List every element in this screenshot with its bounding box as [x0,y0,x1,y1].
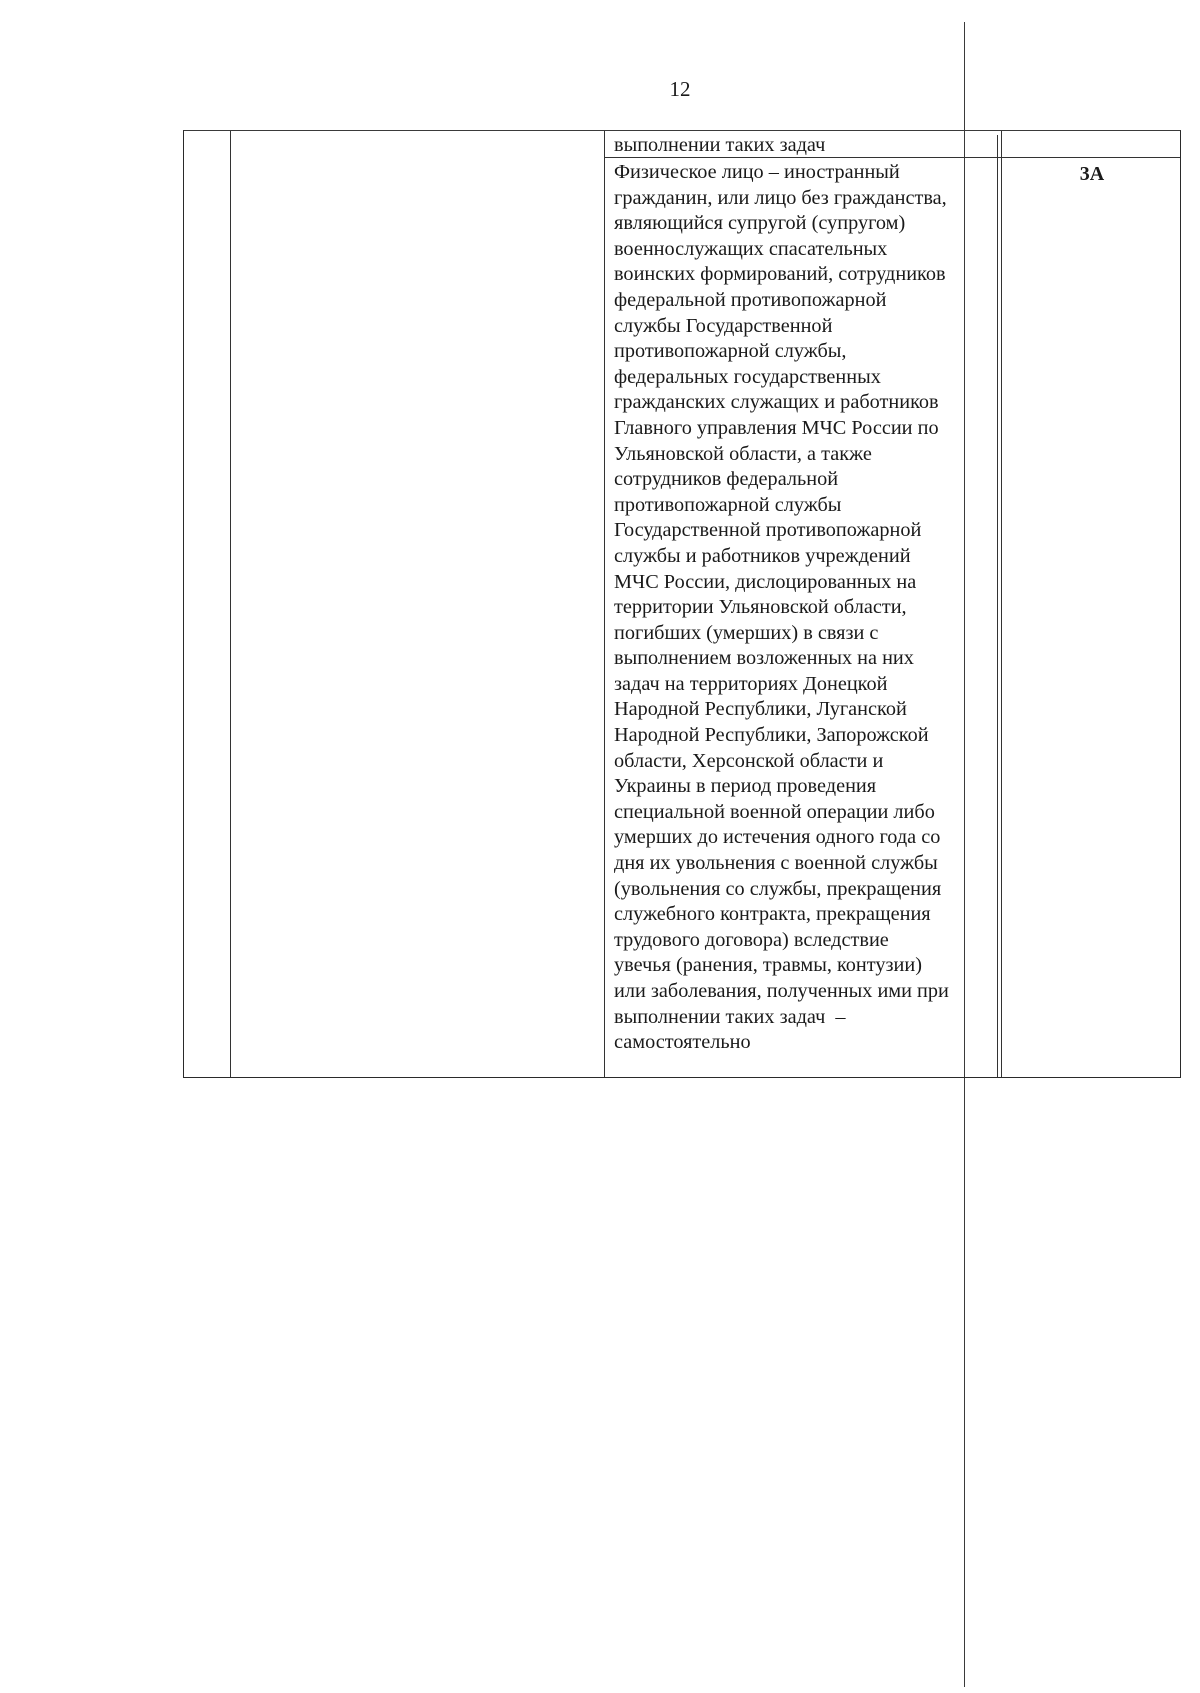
description-line: сотрудников федеральной [614,468,839,491]
prev-row-description: выполнении таких задач [614,134,826,156]
description-line: увечья (ранения, травмы, контузии) [614,954,922,977]
description-line: Народной Республики, Луганской [614,698,907,721]
description-line: выполнении таких задач – [614,1005,846,1028]
description-line: выполнением возложенных на них [614,647,914,670]
description-line: специальной военной операции либо [614,800,935,823]
description-line: Народной Республики, Запорожской [614,724,929,747]
description-line: служебного контракта, прекращения [614,903,931,926]
description-line: Ульяновской области, а также [614,442,872,465]
document-table [183,130,1181,1078]
description-line: трудового договора) вследствие [614,928,889,951]
description-line: службы Государственной [614,314,833,337]
description-line: или заболевания, полученных ими при [614,980,949,1002]
description-line: самостоятельно [614,1031,751,1054]
description-line: службы и работников учреждений [614,544,911,567]
description-line: федеральных государственных [614,365,881,388]
description-line: умерших до истечения одного года со [614,826,941,849]
description-line: гражданских служащих и работников [614,391,939,414]
description-line: Государственной противопожарной [614,519,922,542]
description-line: территории Ульяновской области, [614,596,907,619]
description-line: (увольнения со службы, прекращения [614,877,942,900]
page-number: 12 [669,77,691,101]
description-line: федеральной противопожарной [614,288,887,311]
description-line: противопожарной службы, [614,340,847,363]
description-line: МЧС России, дислоцированных на [614,570,917,593]
description-line: задач на территориях Донецкой [614,672,888,695]
column-divider [604,131,605,1077]
column-divider [997,135,998,1077]
description-line: Физическое лицо – иностранный [614,161,900,183]
column-divider [230,131,231,1077]
row-description [614,160,949,1056]
description-line: Украины в период проведения [614,775,877,798]
column-divider [1001,131,1002,1077]
description-line: противопожарной службы [614,493,842,516]
description-line: погибших (умерших) в связи с [614,621,879,644]
description-line: военнослужащих спасательных [614,237,888,260]
description-line: дня их увольнения с военной службы [614,852,938,875]
description-line: Главного управления МЧС России по [614,416,939,439]
description-line: области, Херсонской области и [614,749,884,772]
description-line: воинских формирований, сотрудников [614,263,946,286]
description-line: являющийся супругой (супругом) [614,212,906,235]
row-code: 3А [1079,163,1105,185]
description-line: гражданин, или лицо без гражданства, [614,186,947,209]
